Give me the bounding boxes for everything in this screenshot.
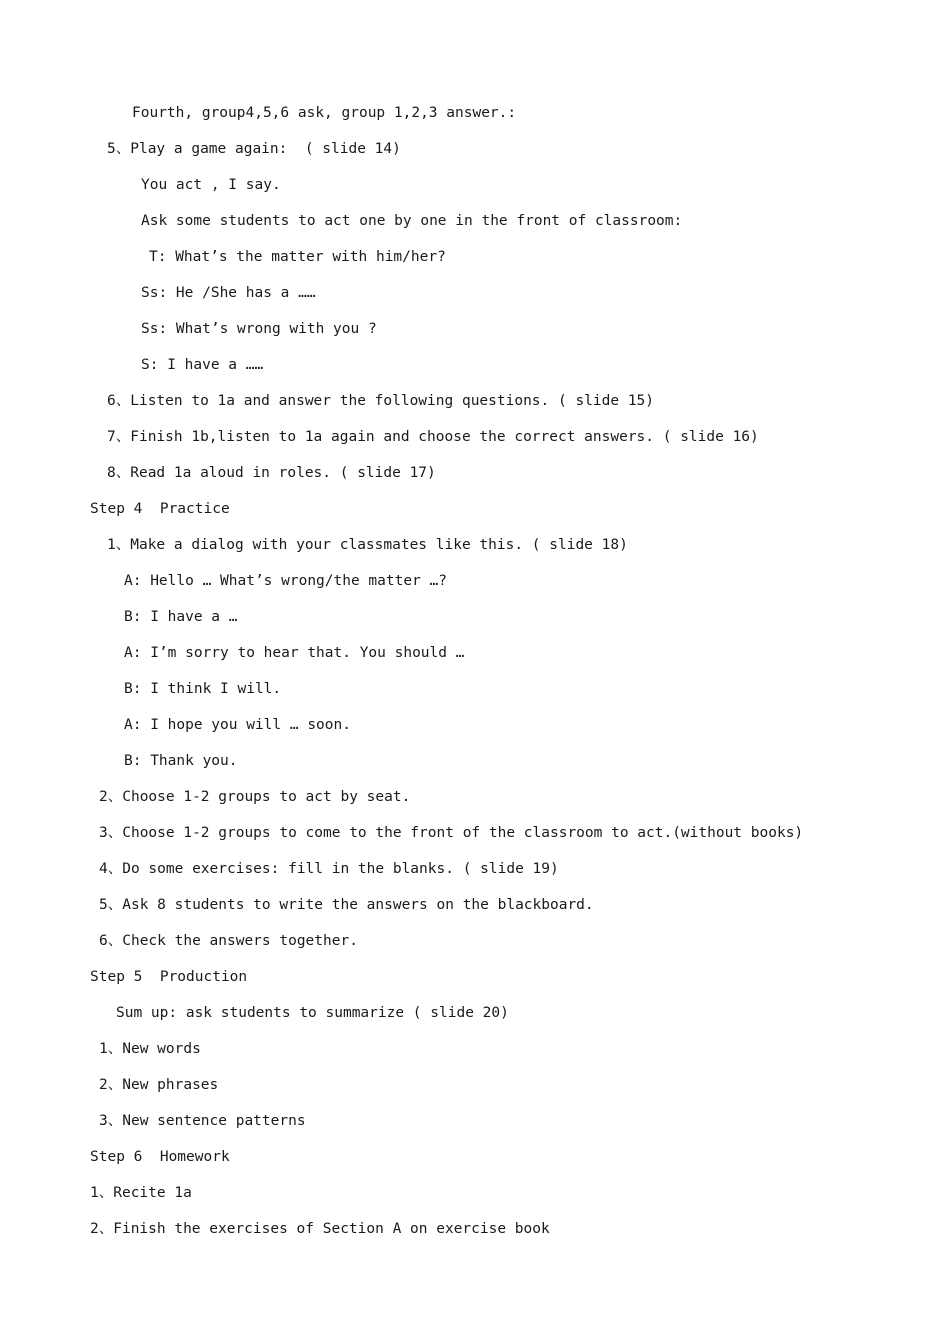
dialog-line: B: I have a …	[124, 609, 238, 625]
dialog-line: B: I think I will.	[124, 681, 282, 697]
text-line: 5、Play a game again: ( slide 14)	[107, 141, 401, 157]
text-line: 4、Do some exercises: fill in the blanks. ( slide 19)	[99, 861, 559, 877]
text-line: 8、Read 1a aloud in roles. ( slide 17)	[107, 465, 436, 481]
text-line: 2、Finish the exercises of Section A on exercise book	[90, 1221, 550, 1237]
section-heading: Step 5 Production	[90, 969, 248, 985]
text-line: Ss: What’s wrong with you ?	[141, 321, 377, 337]
dialog-line: B: Thank you.	[124, 753, 238, 769]
text-line: 3、New sentence patterns	[99, 1113, 306, 1129]
dialog-line: A: Hello … What’s wrong/the matter …?	[124, 573, 448, 589]
text-line: 6、Check the answers together.	[99, 933, 358, 949]
text-line: You act , I say.	[141, 177, 281, 193]
text-line: 1、Make a dialog with your classmates like this. ( slide 18)	[107, 537, 628, 553]
section-heading: Step 4 Practice	[90, 501, 230, 517]
text-line: Ss: He /She has a ……	[141, 285, 316, 301]
text-line: Ask some students to act one by one in the front of classroom:	[141, 213, 683, 229]
text-line: 2、Choose 1-2 groups to act by seat.	[99, 789, 411, 805]
text-line: 7、Finish 1b,listen to 1a again and choose the correct answers. ( slide 16)	[107, 429, 759, 445]
dialog-line: A: I hope you will … soon.	[124, 717, 351, 733]
text-line: S: I have a ……	[141, 357, 264, 373]
text-line: 2、New phrases	[99, 1077, 219, 1093]
text-line: T: What’s the matter with him/her?	[149, 249, 446, 265]
text-line: 1、Recite 1a	[90, 1185, 192, 1201]
text-line: 1、New words	[99, 1041, 201, 1057]
text-line: 6、Listen to 1a and answer the following questions. ( slide 15)	[107, 393, 655, 409]
text-line: Fourth, group4,5,6 ask, group 1,2,3 answer.:	[132, 105, 517, 121]
text-line: 5、Ask 8 students to write the answers on the blackboard.	[99, 897, 594, 913]
section-heading: Step 6 Homework	[90, 1149, 230, 1165]
text-line: Sum up: ask students to summarize ( slide 20)	[116, 1005, 509, 1021]
text-line: 3、Choose 1-2 groups to come to the front of the classroom to act.(without books)	[99, 825, 804, 841]
dialog-line: A: I’m sorry to hear that. You should …	[124, 645, 465, 661]
